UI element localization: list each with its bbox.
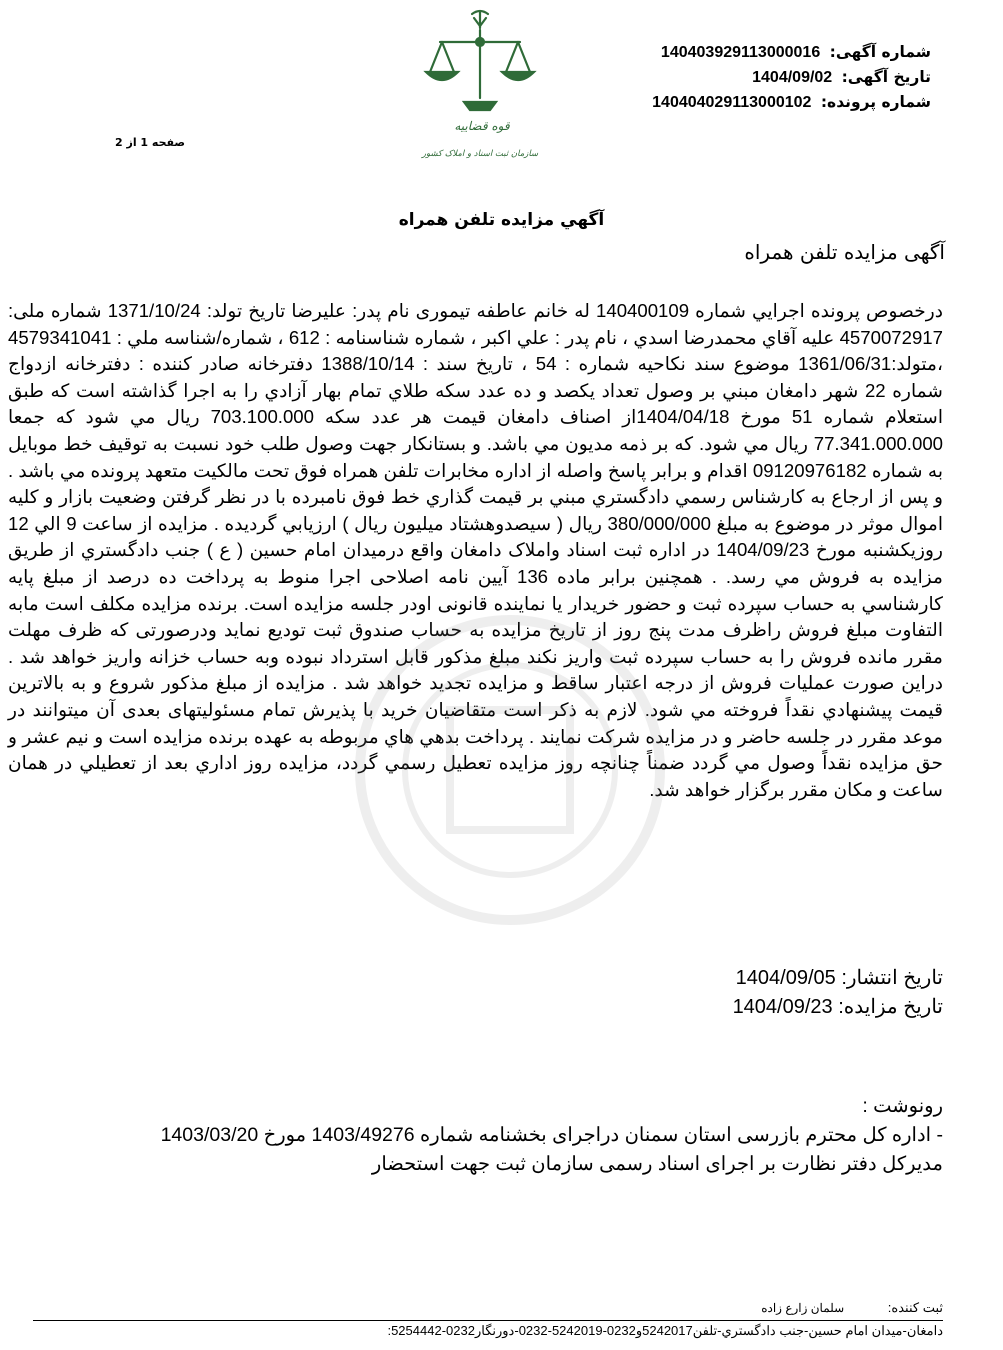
ad-date: 1404/09/02 — [752, 69, 833, 86]
cc-recipient-1: - اداره کل محترم بازرسی استان سمنان دراجرای بخشنامه شماره 1403/49276 مورخ 1403/03/20 — [160, 1124, 943, 1146]
registrar-label: ثبت کننده: — [887, 1300, 943, 1315]
publish-date: 1404/09/05 — [735, 967, 836, 989]
logo-text-organization: سازمان ثبت اسناد و املاک کشور — [421, 149, 539, 159]
document-subtitle: آگهی مزایده تلفن همراه — [744, 240, 945, 264]
cc-label: رونوشت : — [862, 1095, 943, 1117]
footer-divider — [33, 1320, 943, 1321]
publish-date-label: تاریخ انتشار: — [841, 967, 943, 989]
ad-number: 140403929113000016 — [660, 44, 821, 61]
footer — [33, 1300, 943, 1339]
ad-number-row — [551, 40, 931, 65]
logo-text-judiciary: قوه قضاییه — [454, 119, 510, 133]
body-paragraph: درخصوص پرونده اجرايي شماره 140400109 له خانم عاطفه تیموری نام پدر: علیرضا تاریخ تولد: 1371/10/24 شماره ملی: 4570072917 علیه آقاي محمدرضا اسدي ، نام پدر : علي اکبر ، شماره شناسنامه : 612 ، شماره/شناسه ملي : 4579341041 ،متولد:1361/06/31 موضوع سند نکاحیه شماره : 54 ، تاريخ سند : 1388/10/14 دفترخانه صادر کننده : دفترخانه ازدواج شماره 22 شهر دامغان مبني بر وصول تعداد يکصد و ده عدد سکه طلاي تمام بهار آزادي را به اجرا گذاشته است که طبق استعلام شماره 51 مورخ 1404/04/18از اصناف دامغان قیمت هر عدد سکه 703.100.000 ريال مي شود که جمعا 77.341.000.000 ريال مي شود. که بر ذمه مديون مي باشد. و بستانکار جهت وصول طلب خود نسبت به توقيف خط موبايل به شماره 09120976182 اقدام و برابر پاسخ واصله از اداره مخابرات تلفن همراه فوق تحت مالکيت متعهد پرونده مي باشد . و پس از ارجاع به کارشناس رسمي دادگستري مبني بر قيمت گذاري خط فوق نامبرده با در نظر گرفتن وضعيت بازار و کليه اموال موثر در موضوع به مبلغ 380/000/000 ريال ( سیصدوهشتاد میلیون ريال ) ارزيابي گرديده . مزايده از ساعت 9 الي 12 روزیکشنبه مورخ 1404/09/23 در اداره ثبت اسناد واملاک دامغان واقع درميدان امام حسين ( ع ) جنب دادگستري از طريق مزايده به فروش مي رسد. . همچنین برابر ماده 136 آيين نامه اصلاحی اجرا منوط به پرداخت ده درصد از مبلغ پايه کارشناسي به حساب سپرده ثبت و حضور خريدار يا نماينده قانونی اودر جلسه مزايده است. برنده مزايده مکلف است مابه التفاوت مبلغ فروش راظرف مدت پنج روز از تاريخ مزايده به حساب صندوق ثبت توديع نمايد ودرصورتی که ظرف مهلت مقرر مانده فروش را به حساب سپرده ثبت واريز نکند مبلغ مذکور قابل استرداد نبوده وبه حساب خزانه واريز خواهد شد . دراین صورت عملیات فروش از درجه اعتبار ساقط و مزايده تجديد خواهد شد . مزايده از مبلغ مذکور شروع و به بالاترين قيمت پيشنهادي نقداً فروخته مي شود. لازم به ذکر است متقاضيان خريد با پذيرش تمام مسئوليتهای بعدی آن ميتوانند در موعد مقرر در جلسه حاضر و در مزايده شرکت نمايند . پرداخت بدهي هاي مربوطه به عهده برنده مزايده است و نيم عشر و حق مزايده نقداً وصول مي گردد ضمناً چنانچه روز مزايده تعطيل رسمي گردد، مزايده روز اداري بعد از تعطيلي در همان ساعت و مکان مقرر برگزار خواهد شد. — [8, 300, 944, 800]
auction-date: 1404/09/23 — [732, 996, 833, 1018]
publish-date-row — [733, 964, 943, 993]
auction-date-row — [733, 993, 943, 1022]
dates-block — [733, 964, 943, 1022]
case-number: 140404029113000102 — [652, 94, 812, 111]
scales-of-justice-icon — [410, 6, 550, 168]
auction-date-label: تاریخ مزایده: — [838, 996, 943, 1018]
registrar-row — [33, 1300, 943, 1316]
ad-number-label: شماره آگهی: — [829, 43, 931, 61]
carbon-copy-block — [3, 1092, 943, 1179]
case-number-row — [551, 90, 931, 115]
office-address: دامغان-میدان امام حسین-جنب دادگستري-تلفن5242017و0232-5242019-0232-دورنگار0232-5254442: — [387, 1323, 943, 1338]
case-number-label: شماره پرونده: — [820, 93, 931, 111]
cc-recipient-2: مدیرکل دفتر نظارت بر اجرای اسناد رسمی سازمان ثبت جهت استحضار — [371, 1153, 943, 1175]
page-number: صفحه 1 از 2 — [115, 136, 186, 149]
ad-date-label: تاریخ آگهی: — [841, 68, 931, 86]
header-metadata — [551, 40, 931, 115]
registrar-name: سلمان زارع زاده — [761, 1301, 845, 1315]
document-title: آگهي مزايده تلفن همراه — [398, 210, 605, 230]
ad-date-row — [551, 65, 931, 90]
judiciary-logo — [410, 6, 550, 168]
